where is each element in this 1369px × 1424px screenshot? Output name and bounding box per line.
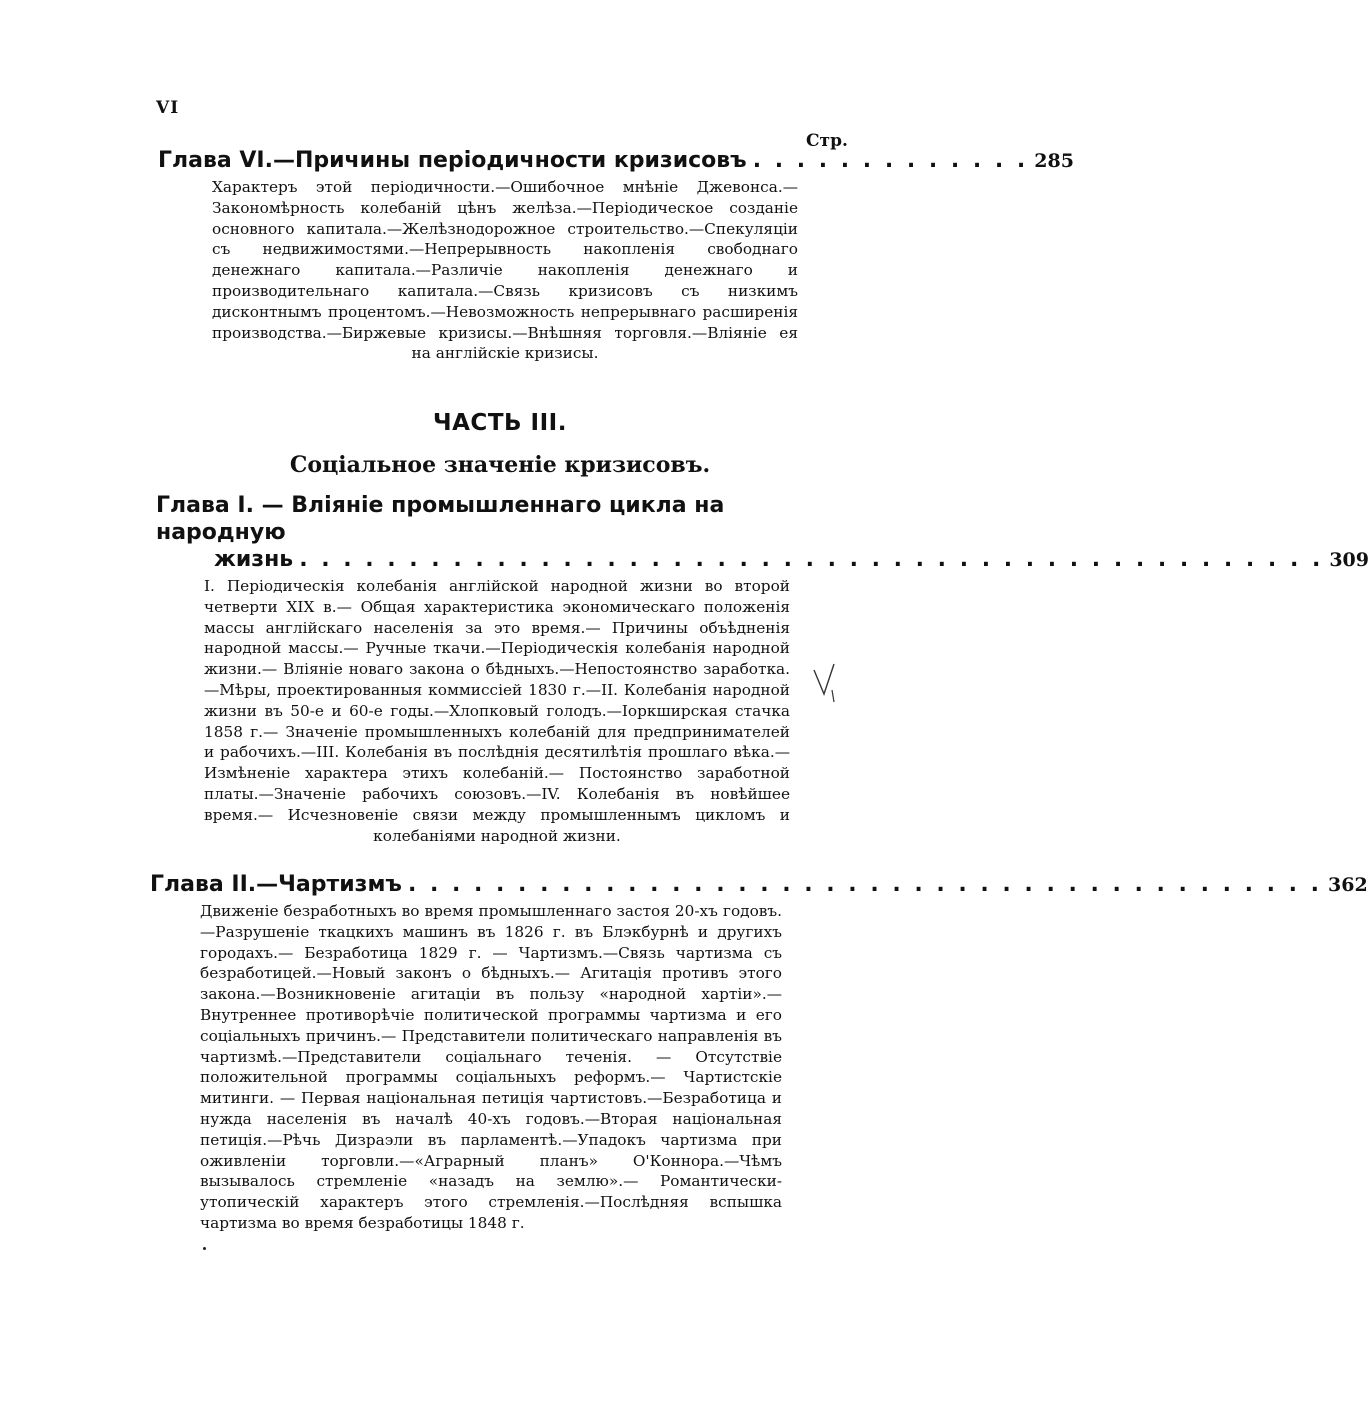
chapter-heading-line1: Глава I. — Вліяніе промышленнаго цикла на народную: [156, 493, 725, 545]
chapter-summary: Движеніе безработныхъ во время промышленнаго застоя 20-хъ годовъ.—Разрушеніе ткацкихъ машинъ въ 1826 г. въ Блэкбурнѣ и другихъ городахъ.— Безработица 1829 г. — Чартизмъ.—Связь чартизма съ безработицей.—Новый законъ о бѣдныхъ.— Агитація противъ этого закона.—Возникновеніе агитаціи въ пользу «народной хартіи».—Внутреннее противорѣчіе политической программы чартизма и его соціальныхъ причинъ.— Представители политическаго направленія въ чартизмѣ.—Представители соціальнаго теченія. — Отсутствіе положительной программы соціальныхъ реформъ.— Чартистскіе митинги. — Первая національная петиція чартистовъ.—Безработица и нужда населенія въ началѣ 40-хъ годовъ.—Вторая національная петиція.—Рѣчь Дизраэли въ парламентѣ.—Упадокъ чартизма при оживленіи торговли.—«Аграрный планъ» О'Коннора.—Чѣмъ вызывалось стремленіе «назадъ на землю».— Романтически-утопическій характеръ этого стремленія.—Послѣдняя вспышка чартизма во время безработицы 1848 г.: [200, 902, 782, 1232]
page-column-label: Стр.: [806, 131, 848, 151]
chapter-title: Глава II.—Чартизмъ: [150, 872, 402, 897]
leader-dots: . . . . . . . . . . . . . . . . . . . . . . . . . . . . . . . . . . . . . . . . . .: [407, 872, 1323, 897]
chapter-title: жизнь: [214, 547, 294, 572]
chapter-page-number: 309: [1329, 549, 1369, 571]
chapter-i-entry: [156, 492, 1369, 846]
chapter-heading: [214, 546, 1369, 574]
chapter-heading: [158, 147, 1074, 175]
part-subtitle: Соціальное значеніе кризисовъ.: [289, 452, 711, 478]
page-number: VI: [156, 98, 180, 118]
leader-dots: . . . . . . . . . . . . .: [752, 148, 1029, 173]
leader-dots: . . . . . . . . . . . . . . . . . . . . . . . . . . . . . . . . . . . . . . . . . . . . . . .: [299, 547, 1324, 572]
chapter-vi-entry: [158, 147, 1074, 364]
chapter-title: Глава VI.—Причины періодичности кризисовъ: [158, 148, 747, 173]
margin-check-mark: [812, 660, 838, 706]
chapter-ii-entry: [150, 871, 1368, 1234]
chapter-summary: I. Періодическія колебанія англійской народной жизни во второй четверти XIX в.— Общая характеристика экономическаго положенія массы англійскаго населенія за это время.— Причины объѣдненія народной массы.— Ручные ткачи.—Періодическія колебанія народной жизни.— Вліяніе новаго закона о бѣдныхъ.—Непостоянство заработка.—Мѣры, проектированныя коммиссіей 1830 г.—II. Колебанія народной жизни въ 50-е и 60-е годы.—Хлопковый голодъ.—Іоркширская стачка 1858 г.— Значеніе промышленныхъ колебаній для предпринимателей и рабочихъ.—III. Колебанія въ послѣднія десятилѣтія прошлаго вѣка.—Измѣненіе характера этихъ колебаній.— Постоянство заработной платы.—Значеніе рабочихъ союзовъ.—IV. Колебанія въ новѣйшее время.— Исчезновеніе связи между промышленнымъ цикломъ и колебаніями народной жизни.: [204, 577, 790, 845]
chapter-heading: [150, 871, 1368, 899]
part-title: ЧАСТЬ III.: [433, 410, 567, 436]
chapter-summary: Характеръ этой періодичности.—Ошибочное мнѣніе Джевонса.—Закономѣрность колебаній цѣнъ желѣза.—Періодическое созданіе основного капитала.—Желѣзнодорожное строительство.—Спекуляціи съ недвижимостями.—Непрерывность накопленія свободнаго денежнаго капитала.—Различіе накопленія денежнаго и производительнаго капитала.—Связь кризисовъ съ низкимъ дисконтнымъ процентомъ.—Невозможность непрерывнаго расширенія производства.—Биржевые кризисы.—Внѣшняя торговля.—Вліяніе ея на англійскіе кризисы.: [212, 178, 798, 363]
chapter-page-number: 285: [1034, 150, 1074, 172]
chapter-page-number: 362: [1328, 874, 1368, 896]
stray-ink-dot: [203, 1247, 206, 1250]
